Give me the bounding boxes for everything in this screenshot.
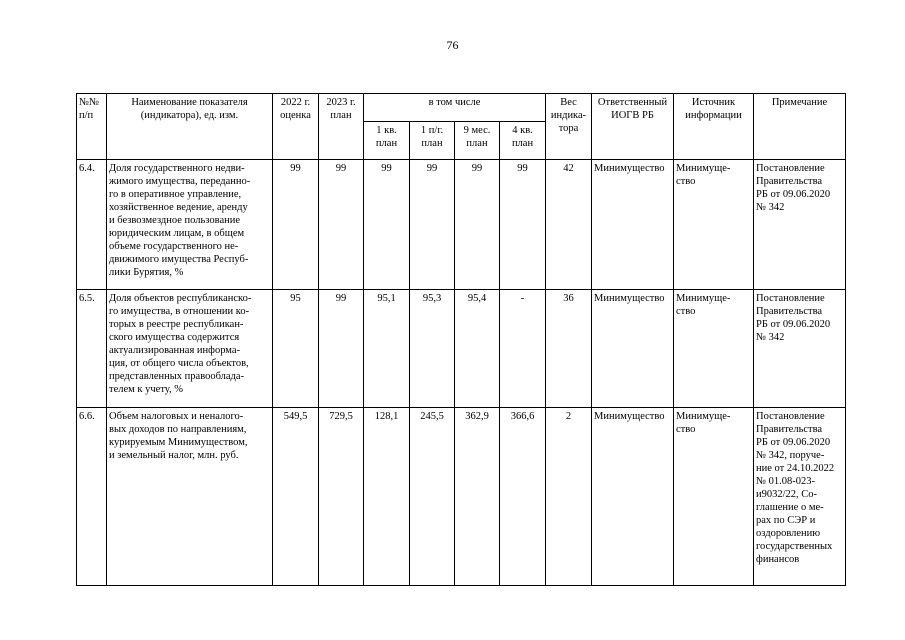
- header-including: в том числе: [364, 94, 546, 122]
- row-weight: 36: [546, 290, 592, 408]
- header-weight: Вес индика- тора: [546, 94, 592, 160]
- row-2023: 729,5: [319, 408, 364, 586]
- row-2022: 95: [273, 290, 319, 408]
- row-2022: 549,5: [273, 408, 319, 586]
- row-responsible: Минимущество: [592, 408, 674, 586]
- row-note: Постановление Правительства РБ от 09.06.2020 № 342: [754, 160, 846, 290]
- row-h1: 95,3: [410, 290, 455, 408]
- row-2023: 99: [319, 160, 364, 290]
- row-9m: 362,9: [455, 408, 500, 586]
- row-name: Доля государственного недви- жимого имущества, переданно- го в оперативное управление, хозяйственное ведение, аренду и безвозмездное пользование юридическим лицам, в общем объеме государственного не- движимого имущества Респуб- лики Бурятия, %: [107, 160, 273, 290]
- row-q1: 128,1: [364, 408, 410, 586]
- row-h1: 99: [410, 160, 455, 290]
- row-q1: 99: [364, 160, 410, 290]
- row-note: Постановление Правительства РБ от 09.06.2020 № 342, поруче- ние от 24.10.2022 № 01.08-023- и9032/22, Со- глашение о ме- рах по СЭР и оздоровлению государственных финансов: [754, 408, 846, 586]
- table-row: [77, 160, 846, 290]
- table-row: [77, 408, 846, 586]
- row-q4: 366,6: [500, 408, 546, 586]
- header-q1: 1 кв. план: [364, 122, 410, 160]
- header-responsible: Ответственный ИОГВ РБ: [592, 94, 674, 160]
- header-note: Примечание: [754, 94, 846, 160]
- header-2022: 2022 г. оценка: [273, 94, 319, 160]
- row-weight: 42: [546, 160, 592, 290]
- header-q4: 4 кв. план: [500, 122, 546, 160]
- row-9m: 95,4: [455, 290, 500, 408]
- table-row: [77, 290, 846, 408]
- row-q4: -: [500, 290, 546, 408]
- header-2023: 2023 г. план: [319, 94, 364, 160]
- row-name: Объем налоговых и неналого- вых доходов по направлениям, курируемым Минимуществом, и земельный налог, млн. руб.: [107, 408, 273, 586]
- row-source: Минимуще- ство: [674, 290, 754, 408]
- row-2022: 99: [273, 160, 319, 290]
- row-2023: 99: [319, 290, 364, 408]
- header-9m: 9 мес. план: [455, 122, 500, 160]
- header-h1: 1 п/г. план: [410, 122, 455, 160]
- row-num: 6.5.: [77, 290, 107, 408]
- row-9m: 99: [455, 160, 500, 290]
- row-q4: 99: [500, 160, 546, 290]
- row-weight: 2: [546, 408, 592, 586]
- row-responsible: Минимущество: [592, 160, 674, 290]
- row-num: 6.6.: [77, 408, 107, 586]
- row-source: Минимуще- ство: [674, 160, 754, 290]
- header-source: Источник информации: [674, 94, 754, 160]
- row-responsible: Минимущество: [592, 290, 674, 408]
- row-q1: 95,1: [364, 290, 410, 408]
- row-source: Минимуще- ство: [674, 408, 754, 586]
- row-num: 6.4.: [77, 160, 107, 290]
- page-number: 76: [446, 38, 459, 52]
- row-note: Постановление Правительства РБ от 09.06.2020 № 342: [754, 290, 846, 408]
- header-num: №№ п/п: [77, 94, 107, 160]
- indicators-table: [76, 93, 846, 586]
- row-name: Доля объектов республиканско- го имущества, в отношении ко- торых в реестре республикан- ского имущества содержится актуализированная информа- ция, от общего числа объектов, представленных правооблада- телем к учету, %: [107, 290, 273, 408]
- row-h1: 245,5: [410, 408, 455, 586]
- header-name: Наименование показателя (индикатора), ед. изм.: [107, 94, 273, 160]
